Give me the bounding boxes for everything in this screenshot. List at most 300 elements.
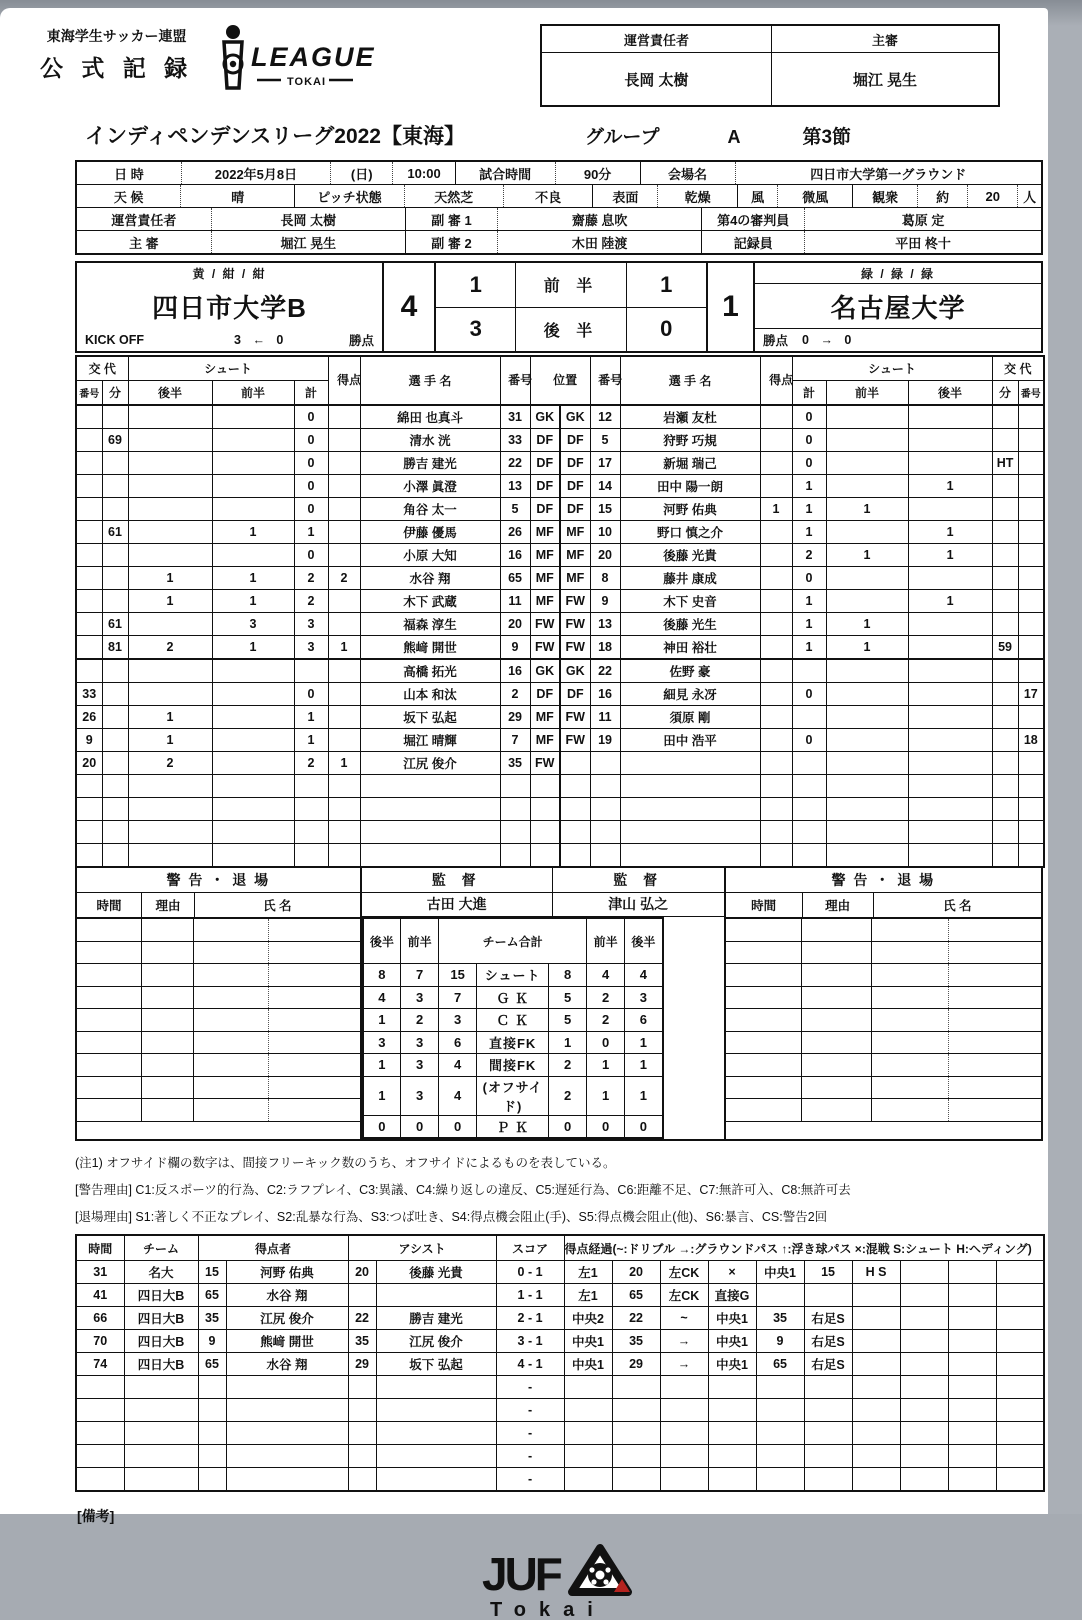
away-player-name	[620, 775, 760, 798]
away-sub-number	[1018, 452, 1044, 475]
away-total-value: 5	[549, 986, 587, 1009]
home-player-name: 勝吉 建光	[360, 452, 500, 475]
stat-label: (オフサイド)	[477, 1076, 549, 1115]
discipline-row	[77, 1099, 360, 1122]
goal-progress-step	[852, 1376, 900, 1399]
home-discipline-panel	[77, 868, 360, 1139]
home-shirt-number: 16	[500, 544, 530, 567]
away-shots-total: 0	[792, 683, 826, 706]
match-info-cell: 葛原 定	[804, 208, 1041, 230]
assist-name: 後藤 光貴	[376, 1261, 496, 1284]
away-first-half-score: 1	[660, 271, 673, 297]
goal-progress-step: 35	[756, 1307, 804, 1330]
home-second-half-score: 3	[469, 316, 482, 342]
discipline-name	[193, 941, 360, 964]
scorer-number: 65	[198, 1353, 226, 1376]
time-column-header: 時間	[96, 899, 122, 913]
goal-progress-step	[948, 1353, 996, 1376]
goal-progress-step	[564, 1376, 612, 1399]
goal-progress-step: ~	[660, 1307, 708, 1330]
away-sub-minute	[992, 429, 1018, 452]
away-shots-second-half	[908, 844, 992, 868]
away-sub-minute	[992, 798, 1018, 821]
home-goals: 1	[328, 752, 360, 775]
away-discipline-panel	[726, 868, 1041, 1139]
goal-time: 70	[76, 1330, 124, 1353]
home-shots-first-half	[212, 475, 294, 498]
home-sub-number	[76, 844, 102, 868]
away-shots-second-half	[908, 636, 992, 660]
home-second-half-value: 1	[363, 1009, 401, 1032]
page-header	[0, 8, 1048, 106]
goal-team-header: チーム	[124, 1235, 198, 1261]
match-info-cell: 微風	[777, 185, 852, 207]
goal-progress-step: 中央1	[708, 1330, 756, 1353]
home-shots-second-half	[128, 683, 212, 706]
discipline-reason	[141, 1054, 193, 1077]
away-shots-second-half: 1	[908, 544, 992, 567]
home-goals	[328, 729, 360, 752]
discipline-reason	[802, 941, 872, 964]
away-shots-total	[792, 798, 826, 821]
home-manager-name: 古田 大進	[362, 893, 552, 918]
home-player-name: 福森 淳生	[360, 613, 500, 636]
home-sub-minute	[102, 821, 128, 844]
footnotes	[75, 1153, 1043, 1225]
goal-progress-step	[852, 1422, 900, 1445]
home-goals	[328, 590, 360, 613]
home-position: DF	[530, 429, 560, 452]
home-sub-number	[76, 636, 102, 660]
home-team-name: 四日市大学B	[152, 292, 307, 323]
scorer-name: 水谷 翔	[226, 1284, 348, 1307]
home-total-score: 4	[382, 263, 434, 351]
home-goals	[328, 613, 360, 636]
home-shots-total: 2	[294, 752, 328, 775]
away-player-name	[620, 798, 760, 821]
goal-team	[124, 1422, 198, 1445]
away-sub-minute	[992, 567, 1018, 590]
home-sub-minute: 69	[102, 429, 128, 452]
match-info-row	[77, 184, 1041, 207]
away-sub-minute	[992, 752, 1018, 775]
match-info-table	[75, 160, 1043, 255]
match-info-cell: 平田 柊十	[804, 231, 1041, 253]
home-player-name	[360, 844, 500, 868]
scorer-name	[226, 1376, 348, 1399]
away-shirt-number: 15	[590, 498, 620, 521]
scoreboard	[75, 261, 1043, 353]
home-sub-minute	[102, 475, 128, 498]
discipline-row	[726, 919, 1041, 942]
home-player-name: 水谷 翔	[360, 567, 500, 590]
away-shirt-number: 18	[590, 636, 620, 660]
scorer-number	[198, 1468, 226, 1492]
home-shots-total: 0	[294, 498, 328, 521]
away-shots-second-half	[908, 429, 992, 452]
away-position: DF	[560, 498, 590, 521]
goal-progress-step: 中央1	[708, 1307, 756, 1330]
home-shots-first-half	[212, 821, 294, 844]
home-shots-total: 0	[294, 683, 328, 706]
home-position: DF	[530, 683, 560, 706]
away-first-half-value: 1	[587, 1076, 625, 1115]
away-shots-total: 1	[792, 613, 826, 636]
away-position: FW	[560, 613, 590, 636]
home-shots-second-half	[128, 659, 212, 683]
scorer-name	[226, 1445, 348, 1468]
goal-progress-step	[948, 1261, 996, 1284]
away-goals	[760, 706, 792, 729]
goal-progress-step	[756, 1376, 804, 1399]
discipline-row	[77, 986, 360, 1009]
away-total-value: 8	[549, 964, 587, 987]
home-position: DF	[530, 475, 560, 498]
goal-progress-step: H S	[852, 1261, 900, 1284]
home-position	[530, 844, 560, 868]
away-shots-second-half: 1	[908, 590, 992, 613]
away-sub-number	[1018, 706, 1044, 729]
home-sub-minute	[102, 567, 128, 590]
away-goals	[760, 405, 792, 429]
home-position	[530, 798, 560, 821]
away-shots-total: 1	[792, 590, 826, 613]
home-shots-second-half: 2	[128, 752, 212, 775]
away-team-name: 名古屋大学	[755, 284, 1041, 329]
away-team-box	[753, 263, 1041, 351]
home-shirt-number	[500, 798, 530, 821]
home-shots-total: 0	[294, 405, 328, 429]
away-number-header: 番号	[590, 356, 620, 405]
home-player-name: 高橋 拓光	[360, 659, 500, 683]
home-first-half-score: 1	[469, 271, 482, 297]
discipline-time	[726, 941, 802, 964]
away-shots-total: 0	[792, 567, 826, 590]
away-shots-first-half: 1	[826, 613, 908, 636]
away-shots-second-half	[908, 821, 992, 844]
goal-progress-step	[900, 1330, 948, 1353]
team-total-header: チーム合計	[439, 918, 587, 964]
goal-progress-step	[660, 1376, 708, 1399]
scorer-number: 15	[198, 1261, 226, 1284]
discipline-name	[193, 1054, 360, 1077]
away-shirt-number: 8	[590, 567, 620, 590]
goal-progress-step	[660, 1468, 708, 1492]
discipline-time	[726, 1076, 802, 1099]
home-shots-total	[294, 844, 328, 868]
discipline-reason	[141, 964, 193, 987]
team-total-row	[363, 1115, 663, 1138]
away-goals	[760, 752, 792, 775]
home-goals	[328, 659, 360, 683]
away-sub-minute	[992, 821, 1018, 844]
goal-progress-step	[756, 1399, 804, 1422]
home-player-name	[360, 821, 500, 844]
discipline-time	[726, 986, 802, 1009]
home-goals	[328, 798, 360, 821]
away-sub-number	[1018, 659, 1044, 683]
away-shoot-header: シュート	[792, 356, 992, 381]
team-total-row	[363, 986, 663, 1009]
roster-row	[76, 544, 1044, 567]
away-goals	[760, 659, 792, 683]
discipline-row	[77, 1009, 360, 1032]
roster-row	[76, 659, 1044, 683]
goal-progress-step: 直接G	[708, 1284, 756, 1307]
home-shirt-number: 35	[500, 752, 530, 775]
home-shirt-number: 7	[500, 729, 530, 752]
home-shots-second-half	[128, 498, 212, 521]
goal-score: -	[496, 1445, 564, 1468]
home-shots-second-half	[128, 475, 212, 498]
away-goals	[760, 798, 792, 821]
home-goals	[328, 706, 360, 729]
match-info-cell: 副 審 2	[405, 231, 497, 253]
match-info-cell: 齋藤 息吹	[497, 208, 701, 230]
away-shots-second-half	[908, 706, 992, 729]
away-player-name	[620, 821, 760, 844]
away-shirt-number: 10	[590, 521, 620, 544]
away-goals: 1	[760, 498, 792, 521]
discipline-name	[193, 1031, 360, 1054]
home-shots-first-half: 1	[212, 521, 294, 544]
home-number-header: 番号	[500, 356, 530, 405]
home-shots-first-half: 1	[212, 590, 294, 613]
away-total-value: 5	[549, 1009, 587, 1032]
away-shots-first-half	[826, 683, 908, 706]
home-sub-number	[76, 613, 102, 636]
goal-progress-step	[708, 1468, 756, 1492]
goal-score: -	[496, 1376, 564, 1399]
goal-progress-step	[756, 1468, 804, 1492]
away-player-name: 狩野 巧規	[620, 429, 760, 452]
away-second-half-header: 後半	[625, 918, 663, 964]
away-sub-minute	[992, 498, 1018, 521]
goal-progress-step: 右足S	[804, 1330, 852, 1353]
reason-column-header: 理由	[141, 893, 194, 917]
away-player-name: 後藤 光貴	[620, 544, 760, 567]
away-shirt-number	[590, 821, 620, 844]
away-shots-first-half	[826, 521, 908, 544]
match-info-cell: 晴	[180, 185, 294, 207]
home-shoot-total-header: 計	[294, 381, 328, 406]
away-kit-colors: 緑 / 緑 / 緑	[755, 263, 1041, 284]
away-sub-minute	[992, 844, 1018, 868]
match-info-cell: 風	[737, 185, 777, 207]
away-shots-first-half	[826, 821, 908, 844]
away-shots-second-half	[908, 498, 992, 521]
home-shots-first-half: 1	[212, 636, 294, 660]
home-position: GK	[530, 659, 560, 683]
away-shots-first-half	[826, 729, 908, 752]
svg-text:TOKAI: TOKAI	[287, 76, 327, 88]
away-shots-first-half	[826, 405, 908, 429]
away-shots-first-half	[826, 659, 908, 683]
stat-label: シュート	[477, 964, 549, 987]
away-sub-number	[1018, 821, 1044, 844]
home-second-half-header: 後半	[363, 918, 401, 964]
goal-row	[76, 1330, 1044, 1353]
svg-text:LEAGUE: LEAGUE	[251, 42, 376, 72]
home-second-half-value: 3	[363, 1031, 401, 1054]
discipline-row	[726, 1009, 1041, 1032]
goal-row	[76, 1468, 1044, 1492]
home-shots-second-half: 1	[128, 706, 212, 729]
home-player-name: 綿田 也真斗	[360, 405, 500, 429]
goal-time	[76, 1422, 124, 1445]
away-shots-total	[792, 821, 826, 844]
goal-team	[124, 1376, 198, 1399]
home-manager-header: 監 督	[362, 868, 552, 893]
home-sub-number: 26	[76, 706, 102, 729]
away-position: FW	[560, 590, 590, 613]
home-first-half-value: 2	[401, 1009, 439, 1032]
scorer-number	[198, 1422, 226, 1445]
home-sub-number: 9	[76, 729, 102, 752]
goal-team: 名大	[124, 1261, 198, 1284]
away-sub-minute	[992, 405, 1018, 429]
home-player-name: 堀江 晴輝	[360, 729, 500, 752]
home-shoot-header: シュート	[128, 356, 328, 381]
assist-name: 勝吉 建光	[376, 1307, 496, 1330]
assist-number: 22	[348, 1307, 376, 1330]
away-goals	[760, 567, 792, 590]
home-shots-first-half	[212, 659, 294, 683]
match-info-cell: 主 審	[129, 235, 159, 251]
away-first-half-header: 前半	[587, 918, 625, 964]
match-info-cell: 四日市大学第一グラウンド	[735, 162, 1041, 184]
goal-progress-step	[996, 1261, 1044, 1284]
away-second-half-score: 0	[660, 316, 673, 342]
home-position: DF	[530, 452, 560, 475]
goal-progress-step	[804, 1399, 852, 1422]
home-first-half-value: 3	[401, 986, 439, 1009]
discipline-name	[193, 964, 360, 987]
home-sub-number	[76, 821, 102, 844]
home-shots-first-half	[212, 798, 294, 821]
discipline-row	[726, 941, 1041, 964]
home-shots-second-half	[128, 844, 212, 868]
goal-time	[76, 1399, 124, 1422]
match-info-cell: (日)	[330, 162, 392, 184]
discipline-reason	[802, 1054, 872, 1077]
home-sub-header: 交 代	[76, 356, 128, 381]
away-shots-total: 0	[792, 429, 826, 452]
assist-name	[376, 1445, 496, 1468]
match-info-row	[77, 162, 1041, 184]
home-second-half-value: 0	[363, 1115, 401, 1138]
goal-progress-step	[852, 1284, 900, 1307]
goal-progress-step: →	[660, 1353, 708, 1376]
away-sub-minute	[992, 775, 1018, 798]
home-sub-minute	[102, 659, 128, 683]
goal-progress-step	[996, 1422, 1044, 1445]
stat-label: Ｇ Ｋ	[477, 986, 549, 1009]
roster-row	[76, 821, 1044, 844]
goal-progress-step	[948, 1284, 996, 1307]
team-total-row	[363, 1009, 663, 1032]
home-sub-number	[76, 544, 102, 567]
ops-manager-header: 運営責任者	[541, 25, 771, 53]
assist-name	[376, 1376, 496, 1399]
away-shots-total: 2	[792, 544, 826, 567]
discipline-row	[726, 1054, 1041, 1077]
goal-progress-step	[852, 1445, 900, 1468]
home-sub-number-header: 番号	[76, 381, 102, 406]
home-sub-number	[76, 798, 102, 821]
roster-table	[75, 355, 1045, 868]
away-position	[560, 821, 590, 844]
home-player-name: 小澤 眞澄	[360, 475, 500, 498]
goal-progress-step: 中央1	[564, 1330, 612, 1353]
goal-progress-step	[948, 1468, 996, 1492]
goal-time	[76, 1445, 124, 1468]
away-sub-minute	[992, 521, 1018, 544]
discipline-row	[77, 1054, 360, 1077]
match-info-cell: ピッチ状態	[294, 185, 403, 207]
federation-name: 東海学生サッカー連盟	[46, 28, 187, 44]
home-shots-total: 2	[294, 590, 328, 613]
scorer-name: 江尻 俊介	[226, 1307, 348, 1330]
away-second-half-value: 3	[625, 986, 663, 1009]
away-shots-first-half	[826, 567, 908, 590]
discipline-reason	[802, 1099, 872, 1122]
match-info-cell: 不良	[503, 185, 593, 207]
ileague-tokai-logo-icon	[211, 22, 376, 103]
discipline-time	[726, 1054, 802, 1077]
discipline-name	[872, 1009, 1041, 1032]
match-info-cell: 約	[917, 185, 967, 207]
home-shots-first-half	[212, 498, 294, 521]
goal-progress-step: →	[660, 1330, 708, 1353]
assist-number: 20	[348, 1261, 376, 1284]
away-shirt-number: 22	[590, 659, 620, 683]
home-sub-minute: 61	[102, 521, 128, 544]
away-second-half-value: 1	[625, 1076, 663, 1115]
home-shots-first-half	[212, 844, 294, 868]
discipline-name	[193, 986, 360, 1009]
away-shots-total: 1	[792, 475, 826, 498]
home-shots-total: 0	[294, 475, 328, 498]
goal-progress-step	[948, 1399, 996, 1422]
remarks-label: [備考]	[77, 1508, 115, 1524]
goal-progress-step	[948, 1376, 996, 1399]
goal-time: 74	[76, 1353, 124, 1376]
roster-row	[76, 798, 1044, 821]
goal-score: 0 - 1	[496, 1261, 564, 1284]
goal-progress-step: ×	[708, 1261, 756, 1284]
home-total-value: 3	[439, 1009, 477, 1032]
goal-progress-step	[612, 1376, 660, 1399]
match-info-cell: 人	[1017, 185, 1041, 207]
away-sub-number	[1018, 521, 1044, 544]
home-position: GK	[530, 405, 560, 429]
away-sub-minute	[992, 659, 1018, 683]
discipline-row	[726, 1099, 1041, 1122]
away-shots-second-half	[908, 405, 992, 429]
discipline-name	[872, 964, 1041, 987]
jufa-tokai-logo-icon	[75, 1542, 1043, 1620]
match-info-cell: 天然芝	[404, 185, 503, 207]
goal-progress-step	[804, 1422, 852, 1445]
home-player-name: 清水 洸	[360, 429, 500, 452]
away-shots-second-half	[908, 775, 992, 798]
home-goals	[328, 429, 360, 452]
away-sub-minute	[992, 706, 1018, 729]
scorer-name	[226, 1422, 348, 1445]
home-total-value: 4	[439, 1076, 477, 1115]
home-first-half-value: 3	[401, 1031, 439, 1054]
